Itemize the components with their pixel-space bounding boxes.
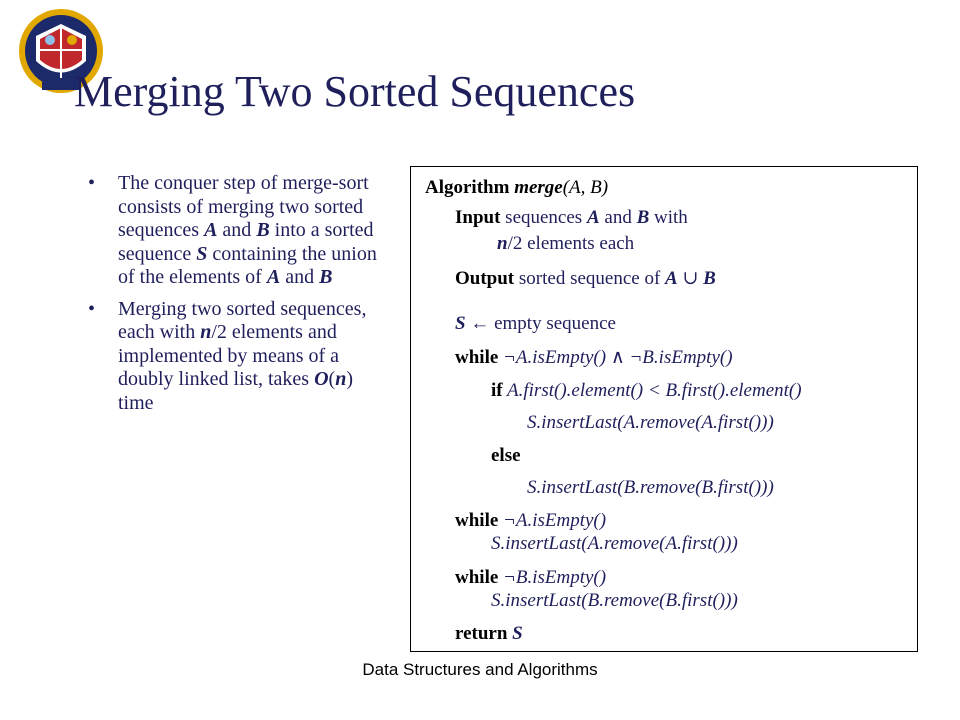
bullet-dot-icon: • xyxy=(88,172,96,194)
algorithm-return: return S xyxy=(455,623,523,644)
bullet-text: into a sorted sequence xyxy=(118,219,374,265)
algorithm-input: Input sequences A and B with xyxy=(455,207,688,228)
bullet-text: The conquer step of merge-sort consists of merging two sorted sequences xyxy=(118,172,369,241)
algorithm-else-stmt: S.insertLast(B.remove(B.first())) xyxy=(527,477,774,498)
bullet-item xyxy=(88,298,378,416)
algorithm-then-stmt: S.insertLast(A.remove(A.first())) xyxy=(527,412,774,433)
bullet-text: Merging two sorted sequences, each with xyxy=(118,297,367,343)
bullet-dot-icon: • xyxy=(88,297,96,320)
var-n: n xyxy=(200,321,212,343)
var-a: A xyxy=(204,219,218,241)
bullet-text: and xyxy=(280,266,320,288)
var-n: n xyxy=(335,368,347,390)
bullet-item xyxy=(88,172,378,290)
algorithm-while-2: while ¬A.isEmpty() xyxy=(455,510,607,531)
algorithm-while-2-stmt: S.insertLast(A.remove(A.first())) xyxy=(491,533,738,554)
algorithm-output: Output sorted sequence of A ∪ B xyxy=(455,268,716,289)
bullet-list xyxy=(88,172,378,423)
algorithm-while-3: while ¬B.isEmpty() xyxy=(455,567,607,588)
algorithm-box xyxy=(410,166,918,652)
bullet-text: containing the union of the elements of xyxy=(118,242,377,288)
page-title: Merging Two Sorted Sequences xyxy=(74,67,636,116)
var-s: S xyxy=(196,242,208,265)
algorithm-while-3-stmt: S.insertLast(B.remove(B.first())) xyxy=(491,590,738,611)
algorithm-else: else xyxy=(491,445,521,466)
algorithm-while-1: while ¬A.isEmpty() ∧ ¬B.isEmpty() xyxy=(455,347,733,368)
algorithm-header: Algorithm merge(A, B) xyxy=(425,177,609,198)
bullet-text: ( xyxy=(328,368,336,390)
var-b: B xyxy=(256,219,270,241)
var-b: B xyxy=(319,266,333,288)
bullet-text: and xyxy=(217,219,257,241)
bullet-text: ) time xyxy=(118,368,354,414)
algorithm-assign: S ← empty sequence xyxy=(455,313,616,334)
bullet-text: /2 elements and implemented by means of a doubly linked list, takes xyxy=(118,321,340,390)
algorithm-input-cont: n/2 elements each xyxy=(497,233,635,254)
slide-footer: Data Structures and Algorithms xyxy=(362,660,598,679)
var-a: A xyxy=(266,266,281,288)
var-o: O xyxy=(314,368,329,390)
algorithm-if: if A.first().element() < B.first().element() xyxy=(491,380,802,401)
